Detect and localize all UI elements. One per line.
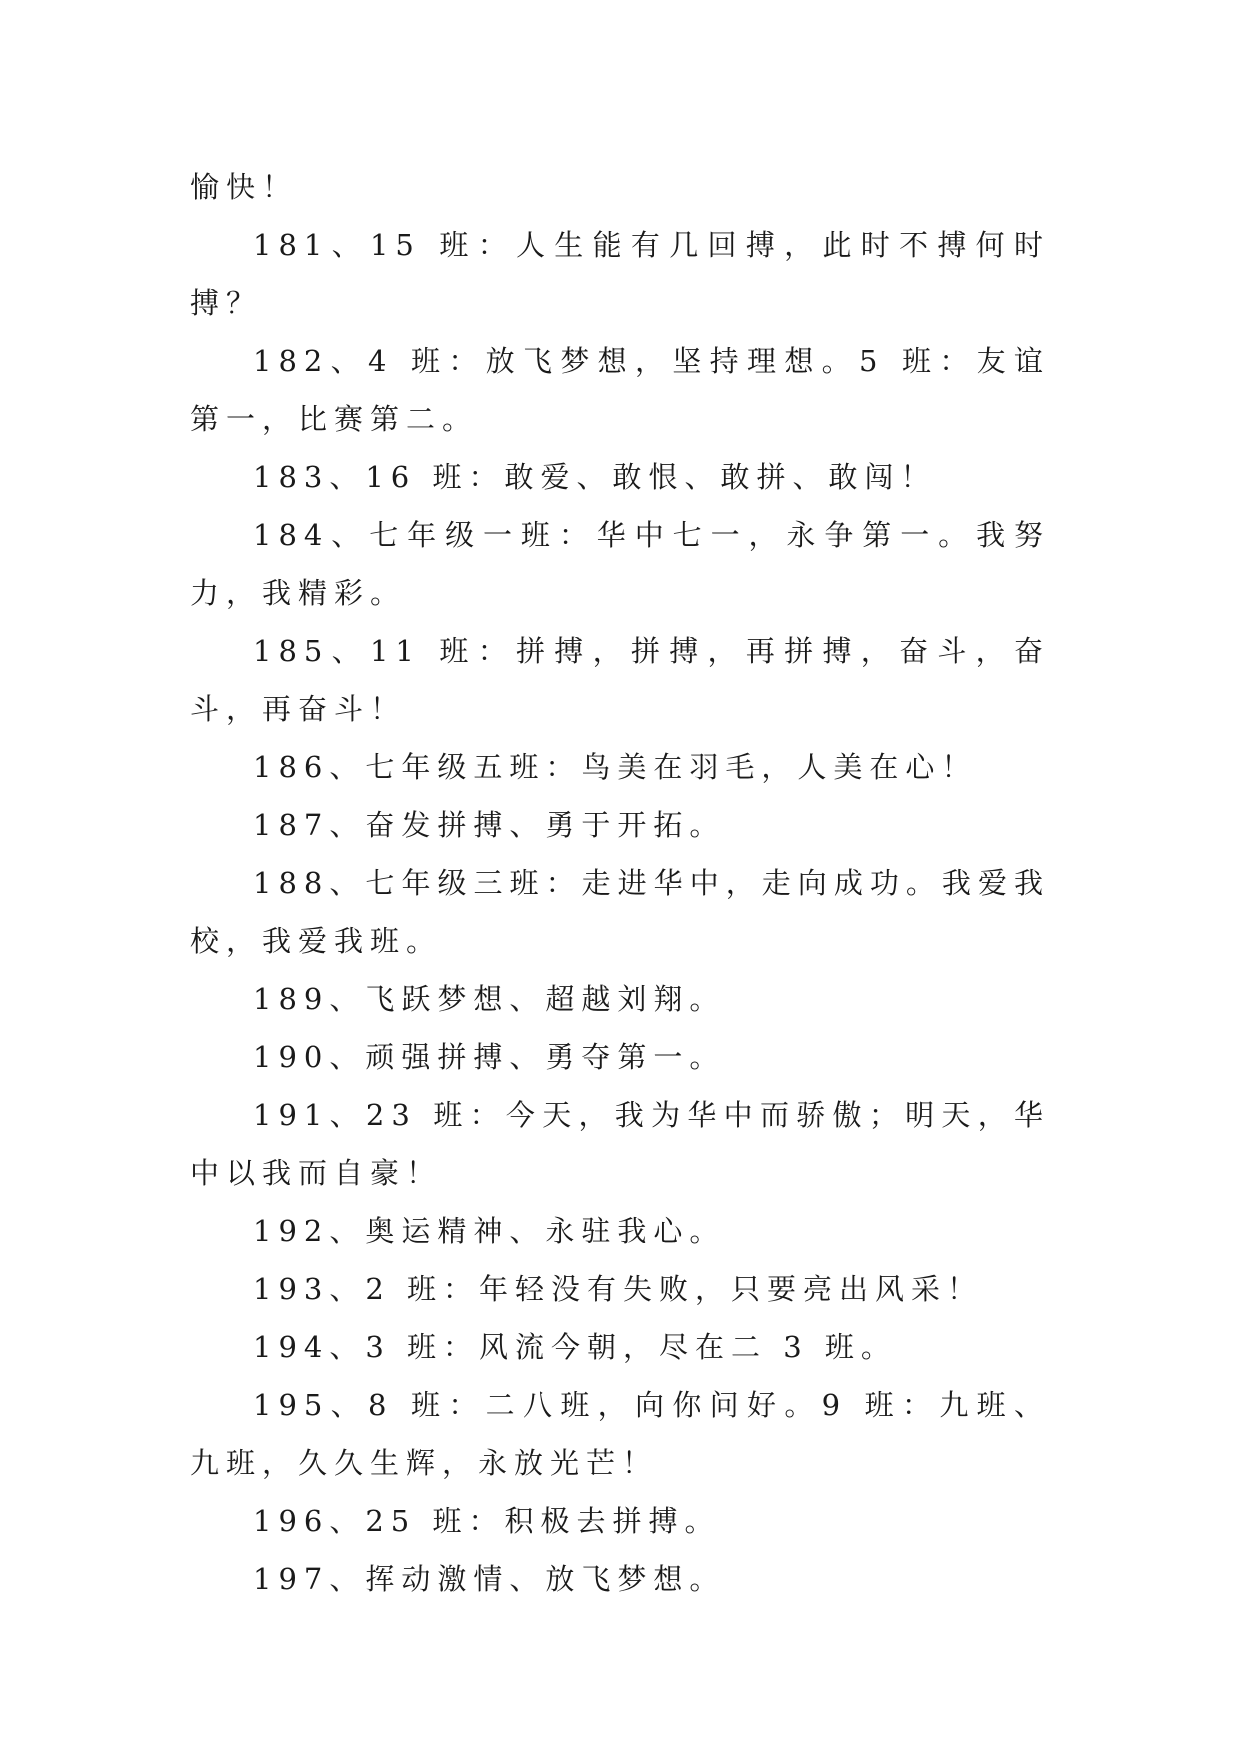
paragraph-continuation: 愉快！ xyxy=(190,170,299,204)
paragraph-190: 190、顽强拼搏、勇夺第一。 xyxy=(253,1040,726,1074)
paragraph-196: 196、25 班：积极去拼搏。 xyxy=(253,1504,721,1538)
paragraph-194: 194、3 班：风流今朝，尽在二 3 班。 xyxy=(253,1330,897,1364)
document-body xyxy=(190,158,1050,1608)
paragraph-188: 188、七年级三班：走进华中，走向成功。我爱我校，我爱我班。 xyxy=(190,866,1050,958)
paragraph-186: 186、七年级五班：鸟美在羽毛，人美在心！ xyxy=(253,750,978,784)
paragraph-189: 189、飞跃梦想、超越刘翔。 xyxy=(253,982,726,1016)
paragraph-193: 193、2 班：年轻没有失败，只要亮出风采！ xyxy=(253,1272,984,1306)
paragraph-185: 185、11 班：拼搏，拼搏，再拼搏，奋斗，奋斗，再奋斗！ xyxy=(190,634,1050,726)
paragraph-197: 197、挥动激情、放飞梦想。 xyxy=(253,1562,726,1596)
paragraph-187: 187、奋发拼搏、勇于开拓。 xyxy=(253,808,726,842)
paragraph-192: 192、奥运精神、永驻我心。 xyxy=(253,1214,726,1248)
paragraph-183: 183、16 班：敢爱、敢恨、敢拼、敢闯！ xyxy=(253,460,937,494)
paragraph-184: 184、七年级一班：华中七一，永争第一。我努力，我精彩。 xyxy=(190,518,1050,610)
paragraph-195: 195、8 班：二八班，向你问好。9 班：九班、九班，久久生辉，永放光芒！ xyxy=(190,1388,1050,1480)
paragraph-181: 181、15 班：人生能有几回搏，此时不搏何时搏？ xyxy=(190,228,1050,320)
paragraph-191: 191、23 班：今天，我为华中而骄傲；明天，华中以我而自豪！ xyxy=(190,1098,1050,1190)
paragraph-182: 182、4 班：放飞梦想，坚持理想。5 班：友谊第一，比赛第二。 xyxy=(190,344,1050,436)
